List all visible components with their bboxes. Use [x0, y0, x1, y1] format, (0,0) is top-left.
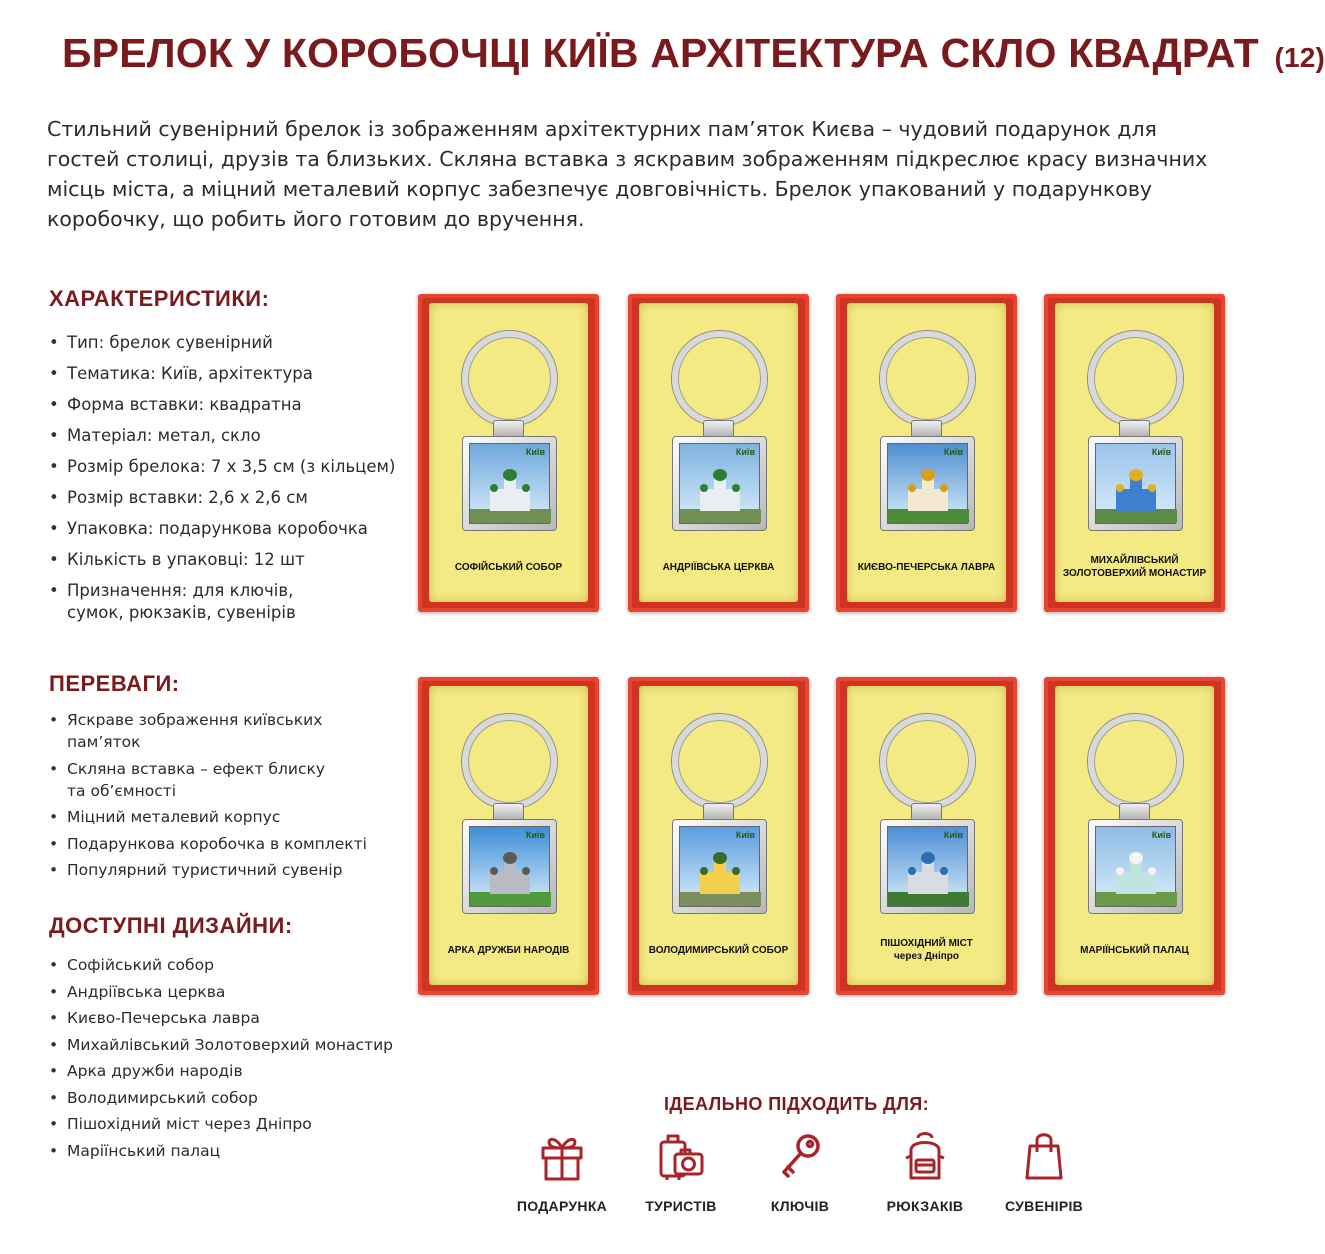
landmark-shape: [470, 892, 551, 906]
keychain-frame: [1088, 819, 1183, 914]
keychain-frame: [1088, 436, 1183, 531]
landmark-illustration: [680, 463, 761, 523]
landmark-image: [887, 826, 968, 907]
landmark-shape: [713, 469, 727, 481]
landmark-shape: [908, 489, 948, 511]
landmark-shape: [503, 852, 517, 864]
list-item: • Подарункова коробочка в комплекті: [48, 833, 388, 855]
key-ring: [1088, 714, 1183, 809]
list-item: • Володимирський собор: [48, 1087, 408, 1109]
fit-item-tourists: [621, 1130, 741, 1214]
landmark-image: [1095, 443, 1176, 524]
landmark-shape: [908, 872, 948, 894]
landmark-shape: [522, 867, 530, 875]
landmark-shape: [1096, 509, 1177, 523]
landmark-shape: [522, 484, 530, 492]
product-caption: [1057, 554, 1212, 580]
product-caption: [641, 944, 796, 957]
keychain-frame: [672, 436, 767, 531]
list-item: • Міцний металевий корпус: [48, 806, 388, 828]
kyiv-label: Київ: [735, 830, 755, 840]
landmark-shape: [1116, 867, 1124, 875]
landmark-illustration: [1096, 463, 1177, 523]
key-ring: [880, 714, 975, 809]
product-caption: [431, 944, 586, 957]
kyiv-label: Київ: [525, 447, 545, 457]
landmark-image: [469, 443, 550, 524]
caption-line: КИЄВО-ПЕЧЕРСЬКА ЛАВРА: [857, 562, 996, 573]
list-item: • Софійський собор: [48, 954, 408, 976]
fit-heading: ІДЕАЛЬНО ПІДХОДИТЬ ДЛЯ:: [664, 1094, 929, 1114]
landmark-shape: [940, 484, 948, 492]
landmark-shape: [940, 867, 948, 875]
gift-icon: [538, 1130, 586, 1182]
list-item: • Розмір вставки: 2,6 х 2,6 см: [48, 487, 408, 509]
product-box: [418, 294, 599, 612]
box-insert: [847, 303, 1006, 602]
box-insert: [1055, 303, 1214, 602]
list-item: • Форма вставки: квадратна: [48, 394, 408, 416]
box-insert: [429, 303, 588, 602]
key-ring: [880, 331, 975, 426]
key-icon: [776, 1130, 824, 1182]
fit-item-souvenirs: [984, 1130, 1104, 1214]
caption-line: ПІШОХІДНИЙ МІСТ: [880, 938, 973, 949]
list-item: • Тематика: Київ, архітектура: [48, 363, 408, 385]
caption-line: ЗОЛОТОВЕРХИЙ МОНАСТИР: [1062, 568, 1207, 579]
fit-label: ПОДАРУНКА: [516, 1198, 608, 1214]
advantages-list: [48, 709, 388, 886]
caption-line: АРКА ДРУЖБИ НАРОДІВ: [447, 945, 570, 956]
landmark-shape: [490, 867, 498, 875]
product-box: [836, 677, 1017, 995]
landmark-illustration: [680, 846, 761, 906]
key-ring: [672, 714, 767, 809]
list-item: • Андріївська церква: [48, 981, 408, 1003]
landmark-shape: [490, 484, 498, 492]
landmark-image: [1095, 826, 1176, 907]
list-item: • Призначення: для ключів, сумок, рюкзаків, сувенірів: [48, 580, 318, 624]
fit-label: СУВЕНІРІВ: [1004, 1198, 1084, 1214]
list-item: • Матеріал: метал, скло: [48, 425, 408, 447]
caption-line: СОФІЙСЬКИЙ СОБОР: [454, 562, 563, 573]
landmark-shape: [700, 489, 740, 511]
landmark-shape: [1116, 872, 1156, 894]
product-box: [1044, 294, 1225, 612]
landmark-shape: [908, 484, 916, 492]
fit-item-gift: [502, 1130, 622, 1214]
key-ring: [672, 331, 767, 426]
caption-line: МИХАЙЛІВСЬКИЙ: [1090, 555, 1179, 566]
keychain-frame: [880, 436, 975, 531]
intro-text: Стильний сувенірний брелок із зображенням архітектурних пам’яток Києва – чудовий подарунок для гостей столиці, друзів та близьких. Скляна вставка з яскравим зображенням підкреслює красу визначних місць міста, а міцний металевий корпус забезпечує довговічність. Брелок упакований у подарункову коробочку, що робить його готовим до вручення.: [47, 117, 1208, 231]
fit-label: КЛЮЧІВ: [770, 1198, 830, 1214]
product-box: [628, 677, 809, 995]
box-insert: [847, 686, 1006, 985]
specs-heading: ХАРАКТЕРИСТИКИ:: [49, 286, 270, 311]
landmark-shape: [888, 509, 969, 523]
landmark-shape: [1096, 892, 1177, 906]
fit-item-keys: [740, 1130, 860, 1214]
title-text: БРЕЛОК У КОРОБОЧЦІ КИЇВ АРХІТЕКТУРА СКЛО КВАДРАТ: [62, 30, 1259, 76]
list-item: • Популярний туристичний сувенір: [48, 859, 388, 881]
box-insert: [429, 686, 588, 985]
landmark-shape: [1148, 867, 1156, 875]
landmark-shape: [888, 892, 969, 906]
shopping-bag-icon: [1020, 1130, 1068, 1182]
box-insert: [1055, 686, 1214, 985]
landmark-shape: [490, 872, 530, 894]
landmark-shape: [700, 872, 740, 894]
landmark-illustration: [888, 463, 969, 523]
product-caption: [849, 937, 1004, 963]
product-box: [418, 677, 599, 995]
title-count: (12): [1274, 42, 1325, 73]
product-box: [628, 294, 809, 612]
landmark-shape: [700, 867, 708, 875]
fit-item-backpacks: [865, 1130, 985, 1214]
key-ring: [462, 331, 557, 426]
list-item: • Арка дружби народів: [48, 1060, 408, 1082]
kyiv-label: Київ: [1151, 830, 1171, 840]
key-ring: [462, 714, 557, 809]
caption-line: МАРІЇНСЬКИЙ ПАЛАЦ: [1080, 945, 1189, 956]
kyiv-label: Київ: [735, 447, 755, 457]
fit-label: РЮКЗАКІВ: [886, 1198, 964, 1214]
landmark-shape: [713, 852, 727, 864]
landmark-shape: [470, 509, 551, 523]
product-caption: [1057, 944, 1212, 957]
landmark-illustration: [888, 846, 969, 906]
landmark-shape: [503, 469, 517, 481]
landmark-shape: [908, 867, 916, 875]
caption-line: через Дніпро: [894, 951, 959, 962]
designs-list: [48, 954, 408, 1166]
landmark-shape: [490, 489, 530, 511]
kyiv-label: Київ: [943, 830, 963, 840]
landmark-shape: [700, 484, 708, 492]
list-item: • Скляна вставка – ефект блиску та об’ємності: [48, 758, 338, 802]
list-item: • Києво-Печерська лавра: [48, 1007, 408, 1029]
list-item: • Яскраве зображення київських пам’яток: [48, 709, 388, 753]
landmark-shape: [732, 484, 740, 492]
camera-luggage-icon: [657, 1130, 705, 1182]
caption-line: ВОЛОДИМИРСЬКИЙ СОБОР: [648, 945, 789, 956]
advantages-heading: ПЕРЕВАГИ:: [49, 671, 180, 696]
landmark-shape: [1129, 852, 1143, 864]
landmark-shape: [1129, 469, 1143, 481]
list-item: • Пішохідний міст через Дніпро: [48, 1113, 408, 1135]
key-ring: [1088, 331, 1183, 426]
keychain-frame: [880, 819, 975, 914]
product-caption: [641, 561, 796, 574]
landmark-image: [469, 826, 550, 907]
landmark-shape: [680, 892, 761, 906]
box-insert: [639, 686, 798, 985]
landmark-image: [679, 443, 760, 524]
product-caption: [849, 561, 1004, 574]
product-caption: [431, 561, 586, 574]
landmark-illustration: [470, 463, 551, 523]
landmark-shape: [921, 469, 935, 481]
landmark-illustration: [470, 846, 551, 906]
list-item: • Тип: брелок сувенірний: [48, 332, 408, 354]
product-box: [1044, 677, 1225, 995]
list-item: • Михайлівський Золотоверхий монастир: [48, 1034, 408, 1056]
keychain-frame: [672, 819, 767, 914]
landmark-shape: [921, 852, 935, 864]
landmark-shape: [680, 509, 761, 523]
designs-heading: ДОСТУПНІ ДИЗАЙНИ:: [49, 913, 293, 938]
keychain-frame: [462, 436, 557, 531]
landmark-image: [887, 443, 968, 524]
kyiv-label: Київ: [525, 830, 545, 840]
specs-list: [48, 332, 408, 633]
keychain-frame: [462, 819, 557, 914]
landmark-shape: [1148, 484, 1156, 492]
list-item: • Упаковка: подарункова коробочка: [48, 518, 408, 540]
kyiv-label: Київ: [1151, 447, 1171, 457]
landmark-shape: [1116, 489, 1156, 511]
box-insert: [639, 303, 798, 602]
fit-label: ТУРИСТІВ: [645, 1198, 717, 1214]
list-item: • Розмір брелока: 7 х 3,5 см (з кільцем): [48, 456, 408, 478]
caption-line: АНДРІЇВСЬКА ЦЕРКВА: [662, 562, 775, 573]
product-box: [836, 294, 1017, 612]
landmark-illustration: [1096, 846, 1177, 906]
page-title: [62, 30, 1325, 77]
landmark-shape: [1116, 484, 1124, 492]
landmark-shape: [732, 867, 740, 875]
backpack-icon: [901, 1130, 949, 1182]
list-item: • Маріїнський палац: [48, 1140, 408, 1162]
list-item: • Кількість в упаковці: 12 шт: [48, 549, 408, 571]
landmark-image: [679, 826, 760, 907]
kyiv-label: Київ: [943, 447, 963, 457]
